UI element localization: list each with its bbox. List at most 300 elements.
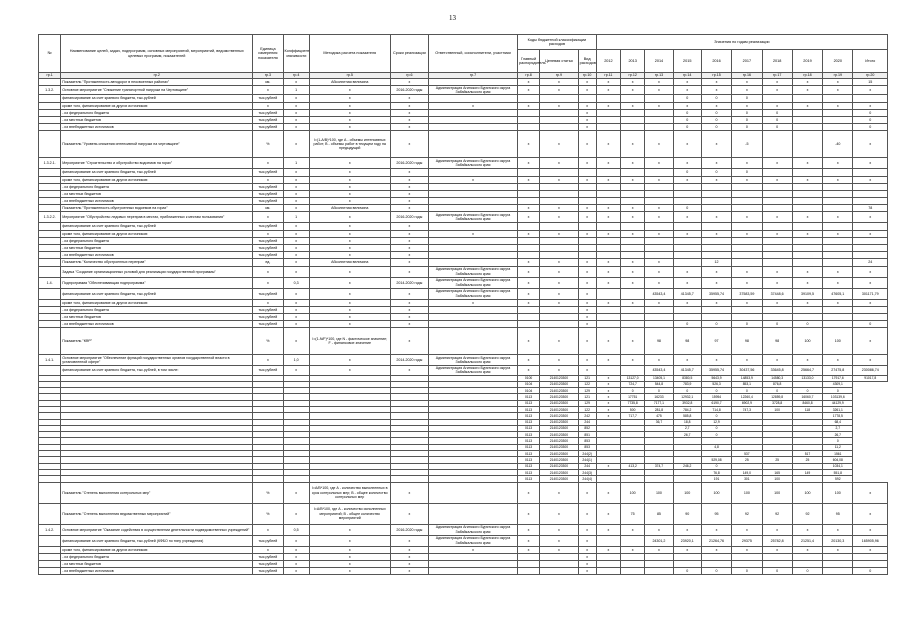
table-cell: [673, 259, 701, 266]
table-cell: 0: [673, 388, 701, 394]
table-cell: [578, 237, 596, 244]
table-cell: х: [792, 86, 822, 95]
table-cell: х: [621, 158, 645, 169]
table-cell: х: [853, 102, 888, 109]
table-cell: х: [309, 277, 390, 288]
table-cell: 537: [732, 451, 762, 457]
table-cell: [645, 306, 673, 313]
table-cell: х: [645, 205, 673, 212]
table-cell: 0: [762, 109, 792, 116]
table-cell: [621, 366, 645, 375]
table-cell: х: [517, 503, 539, 524]
table-cell: х: [429, 546, 518, 553]
table-cell: х: [390, 503, 428, 524]
table-cell: 91017,8: [853, 375, 888, 381]
table-cell: х: [390, 306, 428, 313]
table-cell: х: [540, 158, 578, 169]
table-cell: [645, 190, 673, 197]
table-cell: [596, 169, 620, 176]
table-cell: 23920,1: [673, 535, 701, 546]
table-cell: [762, 306, 792, 313]
table-cell: 230086,74: [853, 366, 888, 375]
table-cell: х: [762, 546, 792, 553]
table-row: [39, 259, 888, 266]
table-cell: х: [390, 288, 428, 299]
table-cell: 0: [701, 568, 731, 575]
table-cell: 853,1: [732, 381, 762, 387]
table-cell: х: [517, 328, 539, 355]
table-cell: [429, 560, 518, 567]
table-cell: [673, 553, 701, 560]
table-cell: 0: [673, 95, 701, 102]
header-target-article: Целевая статья: [540, 50, 578, 73]
table-cell: [792, 237, 822, 244]
table-cell: 0: [732, 95, 762, 102]
table-cell: 242: [578, 413, 596, 419]
table-cell: [39, 109, 61, 116]
table-cell: х: [596, 205, 620, 212]
table-cell: 747,3: [732, 406, 762, 412]
table-cell: х: [823, 546, 853, 553]
table-cell: х: [701, 266, 731, 277]
table-cell: 98: [732, 328, 762, 355]
table-cell: х: [645, 299, 673, 306]
table-cell: 21264,76: [701, 535, 731, 546]
table-cell: [853, 95, 888, 102]
table-cell: [596, 223, 620, 230]
table-cell: 0: [792, 388, 822, 394]
table-cell: 95: [701, 503, 731, 524]
table-cell: 149,0: [732, 469, 762, 475]
table-cell: [517, 313, 539, 320]
table-cell: х: [762, 230, 792, 237]
table-cell: [621, 313, 645, 320]
table-cell: 1.3.2.2.: [39, 212, 61, 223]
table-cell: 0: [732, 109, 762, 116]
table-cell: [792, 183, 822, 190]
table-cell: 2014-2020 годы: [390, 277, 428, 288]
table-cell: [762, 205, 792, 212]
table-cell: х: [283, 553, 309, 560]
table-cell: х: [673, 176, 701, 183]
table-cell: [39, 266, 61, 277]
table-cell: х: [645, 259, 673, 266]
table-cell: 0: [701, 95, 731, 102]
table-cell: х: [762, 277, 792, 288]
table-cell: 24301,2: [645, 535, 673, 546]
row-name-cell: Основное мероприятие "Обеспечение функций государственных органов государственной власти в установленной сфере": [61, 355, 253, 366]
table-cell: 41345,7: [673, 366, 701, 375]
table-cell: [596, 252, 620, 259]
table-cell: [578, 169, 596, 176]
header-values-by-year: Значения по годам реализации: [596, 35, 887, 50]
table-cell: Администрация Агинского Бурятского округа Забайкальского края: [429, 277, 518, 288]
column-number-cell: гр.1: [39, 73, 61, 79]
table-cell: х: [621, 176, 645, 183]
table-cell: [596, 288, 620, 299]
table-cell: [792, 205, 822, 212]
table-cell: х: [283, 482, 309, 503]
column-number-cell: гр.2: [61, 73, 253, 79]
table-cell: х: [578, 109, 596, 116]
header-year: 2016: [701, 50, 731, 73]
table-cell: [621, 288, 645, 299]
table-cell: I=(1-N/F)*100, где N - фактическое значение; F - финансовое значение: [309, 328, 390, 355]
table-cell: [792, 252, 822, 259]
table-cell: х: [701, 355, 731, 366]
column-number-cell: гр.20: [853, 73, 888, 79]
table-cell: [853, 190, 888, 197]
table-cell: тыс.рублей: [253, 237, 283, 244]
table-cell: х: [283, 95, 309, 102]
header-year: 2019: [792, 50, 822, 73]
table-cell: тыс.рублей: [253, 568, 283, 575]
row-name-cell: Показатель "Степень выполнения контрольных мер": [61, 482, 253, 503]
table-cell: [578, 245, 596, 252]
table-cell: х: [283, 503, 309, 524]
table-row: [39, 288, 888, 299]
table-cell: 2140120300: [540, 394, 578, 400]
table-cell: [621, 252, 645, 259]
table-cell: [823, 245, 853, 252]
table-cell: х: [823, 277, 853, 288]
table-cell: 2140120300: [540, 419, 578, 425]
row-name-cell: - из местных бюджетов: [61, 313, 253, 320]
table-cell: [39, 482, 61, 503]
table-cell: 374,7: [645, 463, 673, 469]
table-cell: х: [732, 212, 762, 223]
table-cell: [732, 237, 762, 244]
table-cell: 0100: [517, 375, 539, 381]
table-cell: х: [390, 198, 428, 205]
header-main-manager: Главный распорядитель: [517, 50, 539, 73]
table-cell: [540, 321, 578, 328]
table-cell: х: [578, 306, 596, 313]
table-cell: х: [283, 79, 309, 86]
table-cell: [596, 306, 620, 313]
table-cell: х: [673, 266, 701, 277]
column-number-cell: гр.3: [253, 73, 283, 79]
row-name-cell: финансирование за счет краевого бюджета, тыс.рублей: [61, 288, 253, 299]
table-cell: х: [853, 299, 888, 306]
row-name-cell: финансирование за счет краевого бюджета, тыс.рублей, в том числе:: [61, 366, 253, 375]
table-cell: х: [578, 366, 596, 375]
table-cell: х: [540, 482, 578, 503]
table-cell: х: [283, 546, 309, 553]
table-cell: х: [823, 158, 853, 169]
table-cell: х: [517, 288, 539, 299]
table-cell: х: [673, 158, 701, 169]
table-cell: 2016-2020 годы: [390, 212, 428, 223]
table-cell: х: [309, 183, 390, 190]
table-cell: х: [283, 245, 309, 252]
table-cell: х: [792, 524, 822, 535]
table-cell: х: [853, 524, 888, 535]
table-cell: 0: [732, 124, 762, 131]
table-row: [39, 299, 888, 306]
table-cell: 2140120300: [540, 432, 578, 438]
table-cell: х: [645, 79, 673, 86]
table-cell: [517, 190, 539, 197]
table-cell: х: [701, 277, 731, 288]
table-cell: [823, 306, 853, 313]
table-cell: х: [517, 259, 539, 266]
table-cell: х: [596, 86, 620, 95]
table-cell: [645, 237, 673, 244]
table-cell: 2140120300: [540, 476, 578, 482]
table-cell: [540, 169, 578, 176]
table-cell: х: [253, 277, 283, 288]
table-cell: х: [596, 230, 620, 237]
table-cell: [673, 245, 701, 252]
table-cell: 1034,1: [823, 463, 853, 469]
table-cell: [596, 190, 620, 197]
table-cell: [823, 124, 853, 131]
table-cell: [823, 190, 853, 197]
table-cell: 76,8: [701, 469, 731, 475]
table-cell: [596, 321, 620, 328]
table-cell: [823, 259, 853, 266]
table-cell: [429, 245, 518, 252]
table-cell: [792, 109, 822, 116]
table-cell: тыс.рублей: [253, 560, 283, 567]
header-year: 2020: [823, 50, 853, 73]
table-cell: 2016-2020 годы: [390, 86, 428, 95]
table-cell: [39, 259, 61, 266]
table-cell: х: [621, 131, 645, 158]
table-cell: х: [596, 259, 620, 266]
table-cell: [645, 252, 673, 259]
table-cell: [853, 245, 888, 252]
table-cell: [39, 79, 61, 86]
table-cell: х: [283, 366, 309, 375]
table-cell: х: [283, 306, 309, 313]
table-cell: 0: [762, 388, 792, 394]
table-cell: [596, 95, 620, 102]
table-row: [39, 158, 888, 169]
table-cell: 852: [578, 425, 596, 431]
table-cell: [645, 198, 673, 205]
table-cell: [732, 313, 762, 320]
table-cell: [645, 124, 673, 131]
table-cell: 122: [578, 381, 596, 387]
header-year: 2015: [673, 50, 701, 73]
row-name-cell: Основное мероприятие "Снижение транспортной нагрузки на Чертовщине": [61, 86, 253, 95]
table-cell: [596, 560, 620, 567]
table-row: [39, 560, 888, 567]
table-cell: Администрация Агинского Бурятского округа Забайкальского края: [429, 86, 518, 95]
table-cell: х: [645, 212, 673, 223]
table-cell: х: [823, 524, 853, 535]
table-cell: Администрация Агинского Бурятского округа Забайкальского края: [429, 535, 518, 546]
table-cell: 122: [578, 406, 596, 412]
table-cell: 2014-2020 годы: [390, 355, 428, 366]
table-cell: I=A/B*100, где А - количество выполненных в срок контрольных мер; В - общее количество контрольных мер: [309, 482, 390, 503]
table-cell: 75: [621, 503, 645, 524]
table-cell: [853, 313, 888, 320]
table-cell: х: [283, 266, 309, 277]
table-cell: х: [596, 79, 620, 86]
table-cell: 25: [732, 457, 762, 463]
table-cell: [645, 568, 673, 575]
table-cell: х: [540, 299, 578, 306]
table-cell: [596, 183, 620, 190]
table-cell: х: [540, 524, 578, 535]
table-cell: х: [283, 198, 309, 205]
table-cell: х: [283, 223, 309, 230]
table-cell: [792, 131, 822, 158]
table-cell: х: [283, 560, 309, 567]
table-cell: [578, 183, 596, 190]
table-cell: х: [390, 366, 428, 375]
table-cell: [578, 223, 596, 230]
table-cell: 92: [762, 503, 792, 524]
table-cell: х: [540, 266, 578, 277]
table-cell: 29375: [732, 535, 762, 546]
table-cell: х: [732, 86, 762, 95]
table-cell: 0: [853, 116, 888, 123]
table-cell: 724,7: [621, 381, 645, 387]
table-cell: 244(4): [578, 476, 596, 482]
table-cell: 13405,1: [645, 375, 673, 381]
row-name-cell: Показатель "Степень выполнения ведомственных мероприятий": [61, 503, 253, 524]
row-name-cell: - из федерального бюджета: [61, 183, 253, 190]
table-cell: х: [823, 176, 853, 183]
table-cell: [762, 95, 792, 102]
table-cell: 12932,1: [673, 394, 701, 400]
table-cell: 551,8: [823, 469, 853, 475]
table-row: [39, 366, 888, 375]
table-cell: [645, 169, 673, 176]
table-cell: [621, 198, 645, 205]
table-cell: [792, 313, 822, 320]
table-cell: х: [540, 79, 578, 86]
table-cell: х: [540, 366, 578, 375]
table-cell: 2140120300: [540, 463, 578, 469]
table-cell: [621, 306, 645, 313]
table-cell: 0: [732, 568, 762, 575]
table-cell: х: [517, 230, 539, 237]
table-cell: х: [645, 277, 673, 288]
table-cell: [39, 321, 61, 328]
table-cell: 36,7: [645, 419, 673, 425]
table-cell: [792, 553, 822, 560]
table-cell: [39, 223, 61, 230]
table-cell: 0: [853, 321, 888, 328]
table-cell: х: [390, 116, 428, 123]
row-name-cell: кроме того, финансирование из других источников:: [61, 299, 253, 306]
table-cell: [701, 223, 731, 230]
table-cell: [596, 245, 620, 252]
table-cell: х: [853, 266, 888, 277]
table-cell: 2140120300: [540, 425, 578, 431]
table-cell: х: [596, 355, 620, 366]
table-row: [39, 116, 888, 123]
table-cell: 20130,3: [823, 535, 853, 546]
table-cell: [645, 313, 673, 320]
table-cell: [732, 259, 762, 266]
table-cell: х: [853, 131, 888, 158]
table-cell: [701, 553, 731, 560]
table-cell: х: [309, 109, 390, 116]
table-cell: [39, 252, 61, 259]
table-cell: 1: [283, 212, 309, 223]
table-cell: [732, 205, 762, 212]
column-number-cell: гр.19: [823, 73, 853, 79]
table-cell: [732, 553, 762, 560]
table-cell: х: [309, 266, 390, 277]
table-row: [39, 190, 888, 197]
table-cell: 0,3: [283, 277, 309, 288]
header-expense-type: Вид расходов: [578, 50, 596, 73]
table-cell: х: [390, 546, 428, 553]
table-cell: 100: [762, 476, 792, 482]
table-cell: х: [762, 212, 792, 223]
table-cell: [540, 252, 578, 259]
table-cell: 0: [673, 321, 701, 328]
table-cell: х: [390, 237, 428, 244]
table-cell: х: [253, 266, 283, 277]
table-cell: х: [792, 299, 822, 306]
table-cell: 0113: [517, 451, 539, 457]
table-cell: х: [578, 560, 596, 567]
table-row: [39, 95, 888, 102]
table-cell: 0: [673, 205, 701, 212]
table-cell: 16060,7: [792, 394, 822, 400]
table-cell: 717,7: [621, 413, 645, 419]
table-cell: 121: [578, 394, 596, 400]
table-cell: х: [309, 169, 390, 176]
table-cell: 0104: [517, 388, 539, 394]
table-cell: х: [540, 205, 578, 212]
table-cell: Администрация Агинского Бурятского округа Забайкальского края: [429, 212, 518, 223]
table-cell: [596, 237, 620, 244]
table-cell: х: [517, 131, 539, 158]
table-cell: х: [823, 212, 853, 223]
table-cell: х: [429, 176, 518, 183]
table-cell: 0113: [517, 419, 539, 425]
table-cell: [732, 190, 762, 197]
table-cell: х: [578, 546, 596, 553]
table-cell: [540, 553, 578, 560]
table-cell: 1.4.1.: [39, 355, 61, 366]
column-number-cell: гр.12: [621, 73, 645, 79]
header-method: Методика расчета показателя: [309, 35, 390, 73]
table-cell: 16233: [645, 394, 673, 400]
table-cell: 0: [762, 116, 792, 123]
table-cell: 8380,5: [673, 375, 701, 381]
table-cell: х: [578, 568, 596, 575]
table-cell: х: [309, 313, 390, 320]
table-cell: х: [762, 266, 792, 277]
table-cell: х: [621, 259, 645, 266]
table-cell: х: [540, 86, 578, 95]
table-row: [39, 321, 888, 328]
row-name-cell: Показатель "Уровень снижения интенсивной нагрузки на чертовщине": [61, 131, 253, 158]
table-cell: 0113: [517, 457, 539, 463]
table-cell: 25: [792, 457, 822, 463]
column-number-cell: гр.7: [429, 73, 518, 79]
table-cell: х: [253, 524, 283, 535]
table-cell: х: [517, 79, 539, 86]
table-cell: х: [283, 205, 309, 212]
table-cell: 100: [701, 482, 731, 503]
table-cell: 517: [792, 451, 822, 457]
table-cell: х: [283, 313, 309, 320]
table-cell: [621, 95, 645, 102]
table-cell: [621, 237, 645, 244]
table-cell: тыс.рублей: [253, 288, 283, 299]
